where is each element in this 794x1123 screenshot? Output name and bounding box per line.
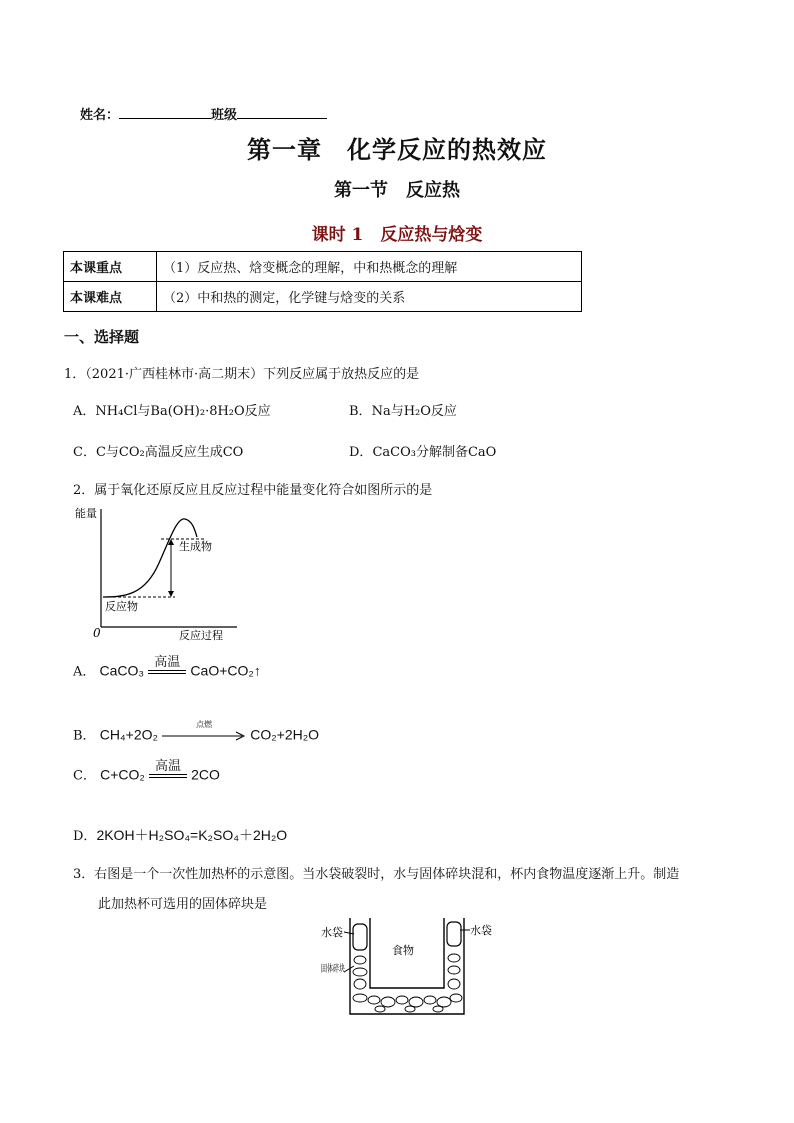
chapter-title: 第一章 化学反应的热效应 [247,135,547,164]
q1-d-text: CaCO₃分解制备CaO [372,445,497,460]
focus-difficulty-content: （2）中和热的测定，化学键与焓变的关系 [157,282,582,312]
y-axis-label: 能量 [75,507,97,520]
focus-key-content: （1）反应热、焓变概念的理解，中和热概念的理解 [157,252,582,282]
food-label: 食物 [392,944,414,957]
class-label: 班级 [211,108,238,123]
left-bag-label: 水袋 [321,926,343,939]
lesson-title: 课时 1 反应热与焓变 [311,225,483,245]
q1-c-label: C． [73,445,96,460]
q2-b-cond-text: 点燃 [196,720,213,729]
heating-cup-figure [318,914,498,1018]
q2-a-left: CaCO₃ [99,662,145,679]
right-water-bag-icon [447,922,461,946]
q1-a-label: A． [73,404,96,419]
q2-option-c[interactable] [73,760,220,792]
q2-c-left: C+CO₂ [100,766,145,783]
q2-d-label: D． [73,829,97,844]
name-blank[interactable] [119,106,211,119]
solid-label: 固体碎块 [321,964,361,975]
q1-stem: 1．（2021·广西桂林市·高二期末）下列反应属于放热反应的是 [64,367,420,382]
q2-option-a[interactable] [73,656,261,688]
origin-label: 0 [93,626,101,640]
name-label: 姓名： [80,108,120,123]
q1-option-a[interactable] [73,400,271,419]
energy-diagram [75,503,245,645]
q2-b-condition [162,718,246,754]
right-bag-label: 水袋 [470,924,492,937]
q2-c-cond-text: 高温 [154,759,181,774]
name-class-line [80,104,327,123]
q2-a-condition [148,656,186,688]
q2-stem: 2．属于氧化还原反应且反应过程中能量变化符合如图所示的是 [73,483,433,498]
arrow-head-down [168,591,174,597]
section-title: 第一节 反应热 [334,180,460,201]
q1-option-c[interactable] [73,441,243,460]
class-blank[interactable] [237,106,327,119]
q2-a-cond-text: 高温 [154,655,181,670]
q1-d-label: D． [349,445,373,460]
q2-b-right: CO₂+2H₂O [250,726,320,743]
table-row [64,252,582,282]
q2-c-label: C． [73,768,96,784]
q2-d-text: 2KOH＋H₂SO₄=K₂SO₄＋2H₂O [96,827,288,843]
focus-table [63,251,582,312]
reactant-label: 反应物 [105,600,138,613]
q2-c-condition [149,760,187,792]
arrow-right-icon [162,732,246,740]
q3-stem-line2: 此加热杯可选用的固体碎块是 [98,897,268,912]
x-axis-label: 反应过程 [179,629,223,642]
q1-b-label: B． [349,404,372,419]
q1-b-text: Na与H₂O反应 [371,404,457,419]
focus-difficulty-label: 本课难点 [64,282,157,312]
table-row [64,282,582,312]
focus-key-label: 本课重点 [64,252,157,282]
q1-c-text: C与CO₂高温反应生成CO [95,445,244,460]
q1-option-b[interactable] [349,400,457,419]
energy-curve [103,519,197,597]
q2-a-right: CaO+CO₂↑ [190,662,261,679]
q1-a-text: NH₄Cl与Ba(OH)₂·8H₂O反应 [95,404,271,419]
q3-stem-line1: 3．右图是一个一次性加热杯的示意图。当水袋破裂时，水与固体碎块混和，杯内食物温度逐渐上升。制造 [73,867,680,882]
q2-option-d[interactable] [73,825,287,845]
q2-option-b[interactable] [73,718,319,754]
q2-c-right: 2CO [191,766,220,783]
q1-option-d[interactable] [349,441,496,460]
q2-a-label: A． [73,664,96,680]
q2-b-left: CH₄+2O₂ [99,726,158,743]
part1-heading: 一、选择题 [64,328,140,346]
solid-pointer [344,966,354,972]
left-water-bag-icon [353,924,367,950]
q2-b-label: B． [73,728,96,744]
product-label: 生成物 [179,540,212,553]
